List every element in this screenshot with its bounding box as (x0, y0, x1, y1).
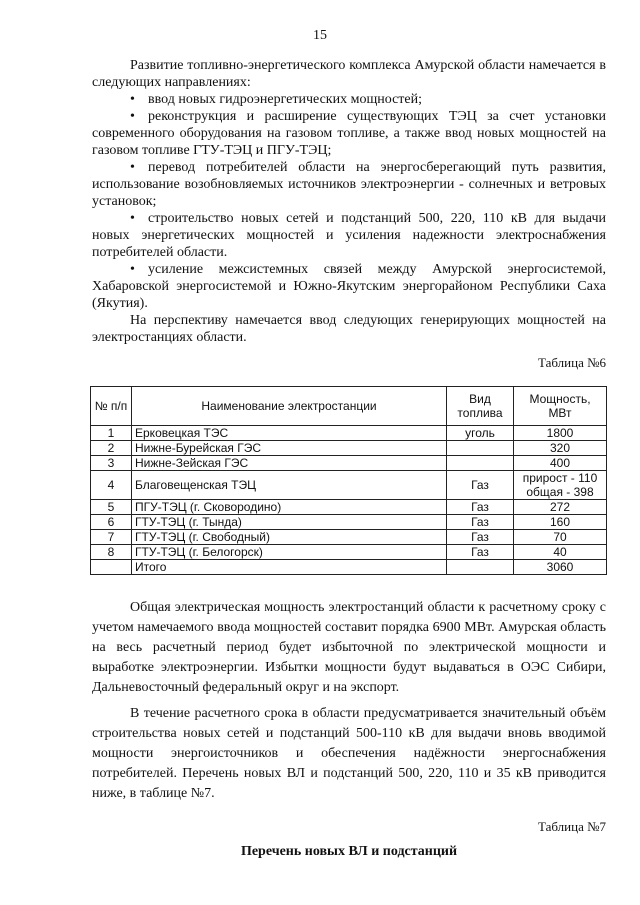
cell-name: ПГУ-ТЭЦ (г. Сковородино) (132, 500, 447, 515)
table7-heading: Перечень новых ВЛ и подстанций (240, 844, 458, 859)
cell-num: 1 (91, 426, 132, 441)
table-row (91, 426, 607, 441)
cell-fuel: Газ (447, 500, 514, 515)
cell-fuel: Газ (447, 471, 514, 500)
total-capacity-paragraph: Общая электрическая мощность электростанций области к расчетному сроку с учетом намечаемого ввода мощностей составит порядка 6900 МВт. Амурская область на весь расчетный период будет избыточной по электрической мощности и выработке электроэнергии. Избытки мощности будут выдаваться в ОЭС Сибири, Дальневосточный федеральный округ и на экспорт. (92, 600, 606, 695)
document-body (92, 57, 606, 860)
bullet-icon: • (130, 160, 135, 175)
bullet-item (92, 91, 606, 108)
cell-power: 320 (514, 441, 607, 456)
power-total: общая - 398 (526, 485, 594, 499)
bullet-icon: • (130, 211, 135, 226)
header-fuel: Вид топлива (447, 387, 514, 426)
cell-power: 272 (514, 500, 607, 515)
cell-name: Нижне-Бурейская ГЭС (132, 441, 447, 456)
networks-paragraph: В течение расчетного срока в области предусматривается значительный объём строительства новых сетей и подстанций 500-110 кВ для выдачи вновь вводимой мощности энергоисточников и обеспечения надёжности энергоснабжения потребителей. Перечень новых ВЛ и подстанций 500, 220, 110 и 35 кВ приводится ниже, в таблице №7. (92, 706, 606, 801)
page-number: 15 (313, 28, 327, 43)
header-power: Мощность, МВт (514, 387, 607, 426)
cell-fuel: уголь (447, 426, 514, 441)
cell-num: 2 (91, 441, 132, 456)
cell-power: 1800 (514, 426, 607, 441)
table-row (91, 456, 607, 471)
total-label: Итого (132, 560, 447, 575)
cell-num: 5 (91, 500, 132, 515)
cell-num: 7 (91, 530, 132, 545)
power-plants-table (90, 386, 607, 575)
cell-name: ГТУ-ТЭЦ (г. Свободный) (132, 530, 447, 545)
perspective-paragraph: На перспективу намечается ввод следующих генерирующих мощностей на электростанциях области. (92, 313, 606, 345)
bullet-item (92, 108, 606, 159)
bullet-text: ввод новых гидроэнергетических мощностей; (148, 92, 422, 107)
power-increase: прирост - 110 (522, 471, 598, 485)
cell-power: 40 (514, 545, 607, 560)
cell-fuel: Газ (447, 530, 514, 545)
bullet-icon: • (130, 92, 135, 107)
cell-num: 3 (91, 456, 132, 471)
cell-fuel (447, 441, 514, 456)
bullet-item (92, 261, 606, 312)
bullet-item (92, 210, 606, 261)
table6-label: Таблица №6 (537, 355, 606, 370)
table-header-row (91, 387, 607, 426)
bullet-icon: • (130, 109, 135, 124)
cell-fuel: Газ (447, 515, 514, 530)
cell-name: ГТУ-ТЭЦ (г. Тында) (132, 515, 447, 530)
cell-power: 400 (514, 456, 607, 471)
cell-num (91, 560, 132, 575)
table-row (91, 441, 607, 456)
cell-power: 160 (514, 515, 607, 530)
cell-name: Нижне-Зейская ГЭС (132, 456, 447, 471)
cell-power (514, 471, 607, 500)
table-total-row (91, 560, 607, 575)
table-row (91, 530, 607, 545)
bullet-icon: • (130, 262, 135, 277)
table7-label: Таблица №7 (537, 819, 606, 834)
cell-num: 4 (91, 471, 132, 500)
table-row (91, 500, 607, 515)
cell-num: 6 (91, 515, 132, 530)
cell-num: 8 (91, 545, 132, 560)
intro-paragraph: Развитие топливно-энергетического комплекса Амурской области намечается в следующих направлениях: (92, 58, 606, 90)
bullet-text: усиление межсистемных связей между Амурской энергосистемой, Хабаровской энергосистемой и Южно-Якутским энергорайоном Республики Саха (Якутия). (92, 262, 606, 311)
cell-name: ГТУ-ТЭЦ (г. Белогорск) (132, 545, 447, 560)
table-row (91, 471, 607, 500)
cell-fuel (447, 560, 514, 575)
cell-power: 70 (514, 530, 607, 545)
cell-fuel: Газ (447, 545, 514, 560)
bullet-text: реконструкция и расширение существующих ТЭЦ за счет установки современного оборудования на газовом топливе, а также ввод новых мощностей на газовом топливе ГТУ-ТЭЦ и ПГУ-ТЭЦ; (92, 109, 606, 158)
table-row (91, 545, 607, 560)
cell-name: Благовещенская ТЭЦ (132, 471, 447, 500)
total-power: 3060 (514, 560, 607, 575)
bullet-text: перевод потребителей области на энергосберегающий путь развития, использование возобновляемых источников электроэнергии - солнечных и ветровых установок; (92, 160, 606, 209)
lower-text (92, 598, 606, 804)
cell-fuel (447, 456, 514, 471)
cell-name: Ерковецкая ТЭС (132, 426, 447, 441)
bullet-item (92, 159, 606, 210)
bullet-text: строительство новых сетей и подстанций 500, 220, 110 кВ для выдачи новых энергетических мощностей и усиления надежности электроснабжения потребителей области. (92, 211, 606, 260)
table-row (91, 515, 607, 530)
header-name: Наименование электростанции (132, 387, 447, 426)
header-num: № п/п (91, 387, 132, 426)
